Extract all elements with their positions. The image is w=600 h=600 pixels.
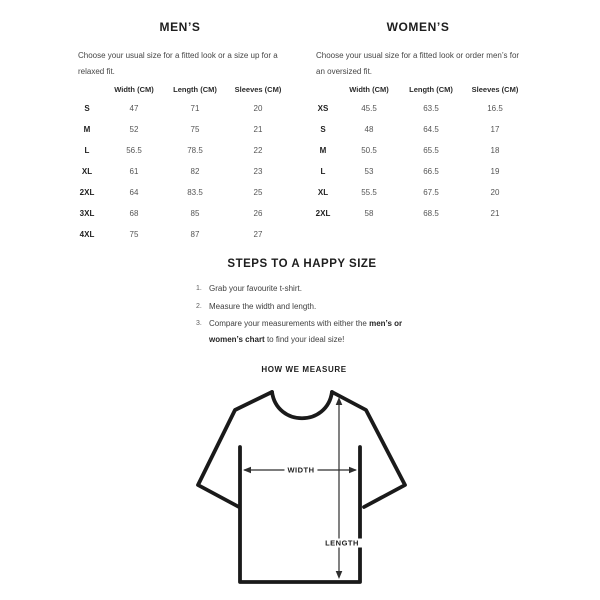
size-label: XL <box>317 188 329 197</box>
womens-section <box>308 20 528 34</box>
size-label: 2XL <box>79 188 95 197</box>
length-value: 75 <box>190 125 200 134</box>
sleeves-value: 20 <box>490 188 500 197</box>
table-row <box>308 182 528 203</box>
step-text-prefix: Compare your measurements with either the <box>209 319 370 328</box>
width-value: 55.5 <box>361 188 377 197</box>
steps-list <box>196 281 404 350</box>
table-row <box>308 203 528 224</box>
length-value: 71 <box>190 104 200 113</box>
sleeves-value: 22 <box>253 146 263 155</box>
size-label: XS <box>317 104 329 113</box>
width-value: 56.5 <box>126 146 142 155</box>
width-value: 47 <box>129 104 139 113</box>
size-label: L <box>320 167 326 176</box>
mens-size-table <box>70 80 290 245</box>
length-dimension-label: LENGTH <box>322 539 362 548</box>
table-row <box>70 161 290 182</box>
table-row <box>70 98 290 119</box>
length-value: 66.5 <box>423 167 439 176</box>
womens-description: Choose your usual size for a fitted look or order men’s for an oversized fit. <box>316 51 520 76</box>
width-dimension-label: WIDTH <box>284 466 317 475</box>
sleeves-value: 18 <box>490 146 500 155</box>
mens-title: MEN’S <box>159 20 201 34</box>
step-text: Grab your favourite t-shirt. <box>209 284 302 293</box>
width-value: 68 <box>129 209 139 218</box>
step-number: 1. <box>196 285 202 292</box>
length-value: 67.5 <box>423 188 439 197</box>
length-value: 68.5 <box>423 209 439 218</box>
table-row <box>308 140 528 161</box>
length-value: 63.5 <box>423 104 439 113</box>
list-item <box>196 299 404 315</box>
sleeves-value: 19 <box>490 167 500 176</box>
sleeves-value: 23 <box>253 167 263 176</box>
sleeves-value: 25 <box>253 188 263 197</box>
width-value: 64 <box>129 188 139 197</box>
length-value: 65.5 <box>423 146 439 155</box>
column-header-sleeves: Sleeves (CM) <box>234 84 282 94</box>
column-header-length: Length (CM) <box>409 84 453 94</box>
width-value: 50.5 <box>361 146 377 155</box>
width-value: 45.5 <box>361 104 377 113</box>
length-value: 64.5 <box>423 125 439 134</box>
width-value: 48 <box>364 125 374 134</box>
mens-description: Choose your usual size for a fitted look or a size up for a relaxed fit. <box>78 51 278 76</box>
length-arrow <box>336 397 343 579</box>
length-value: 78.5 <box>187 146 203 155</box>
column-header-width: Width (CM) <box>114 84 154 94</box>
tshirt-measure-diagram <box>194 384 414 596</box>
womens-title: WOMEN’S <box>386 20 450 34</box>
width-value: 61 <box>129 167 139 176</box>
size-label: S <box>84 104 90 113</box>
table-header-row <box>308 80 528 98</box>
list-item <box>196 281 404 297</box>
table-row <box>308 161 528 182</box>
sleeves-value: 26 <box>253 209 263 218</box>
size-label: XL <box>81 167 93 176</box>
step-text-bold: men’s or women’s chart <box>209 319 403 344</box>
womens-size-table <box>308 80 528 224</box>
step-text-suffix: to find your ideal size! <box>264 335 345 344</box>
measure-title: HOW WE MEASURE <box>261 365 347 374</box>
size-label: M <box>83 125 91 134</box>
table-row <box>70 182 290 203</box>
mens-section <box>70 20 290 34</box>
size-label: L <box>84 146 90 155</box>
step-text <box>209 316 404 348</box>
size-label: 3XL <box>79 209 95 218</box>
table-row <box>70 224 290 245</box>
size-label: M <box>319 146 327 155</box>
length-value: 87 <box>190 230 200 239</box>
width-value: 53 <box>364 167 374 176</box>
length-value: 82 <box>190 167 200 176</box>
sleeves-value: 20 <box>253 104 263 113</box>
size-label: 2XL <box>315 209 331 218</box>
tshirt-outline-drawing <box>194 384 414 596</box>
table-header-row <box>70 80 290 98</box>
sleeves-value: 27 <box>253 230 263 239</box>
column-header-length: Length (CM) <box>173 84 217 94</box>
table-row <box>70 140 290 161</box>
step-number: 2. <box>196 302 202 310</box>
sleeves-value: 16.5 <box>487 104 503 113</box>
table-row <box>70 203 290 224</box>
width-value: 58 <box>364 209 374 218</box>
sleeves-value: 17 <box>490 125 500 134</box>
length-value: 85 <box>190 209 200 218</box>
column-header-width: Width (CM) <box>349 84 389 94</box>
list-item <box>196 316 404 348</box>
width-value: 52 <box>129 125 139 134</box>
table-row <box>70 119 290 140</box>
size-label: S <box>320 125 326 134</box>
sleeves-value: 21 <box>490 209 500 218</box>
table-row <box>308 119 528 140</box>
size-label: 4XL <box>79 230 95 239</box>
width-value: 75 <box>129 230 139 239</box>
steps-title: STEPS TO A HAPPY SIZE <box>227 258 377 270</box>
sleeves-value: 21 <box>253 125 263 134</box>
step-text: Measure the width and length. <box>209 301 317 311</box>
column-header-sleeves: Sleeves (CM) <box>471 84 519 94</box>
table-row <box>308 98 528 119</box>
step-number: 3. <box>196 320 202 327</box>
length-value: 83.5 <box>187 188 203 197</box>
